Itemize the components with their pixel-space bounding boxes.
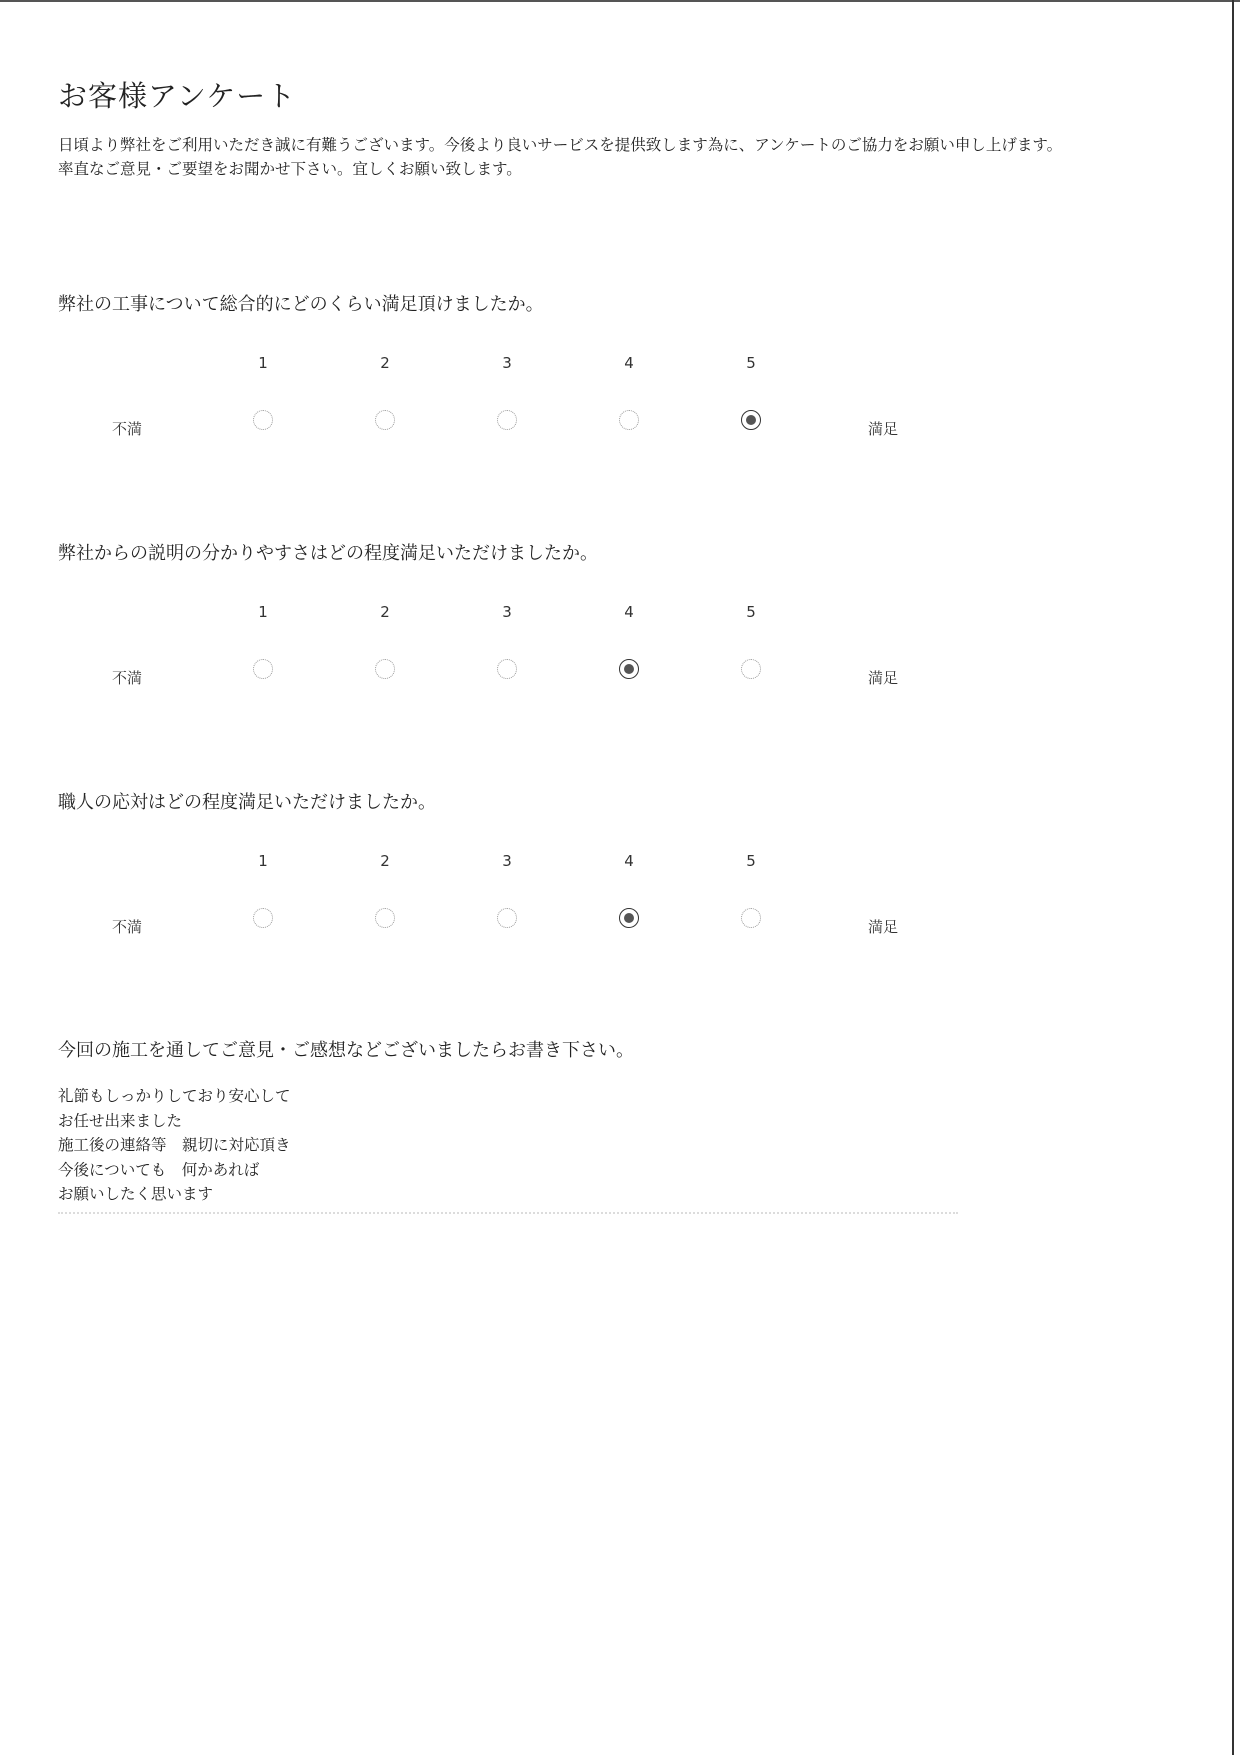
scan-edge-top [0, 0, 1240, 2]
scale-number-2: 2 [380, 354, 390, 372]
radio-option-4[interactable] [619, 659, 639, 679]
scale-number-4: 4 [624, 354, 634, 372]
scale-number-5: 5 [746, 603, 756, 621]
scale-number-4: 4 [624, 852, 634, 870]
intro-line: 日頃より弊社をご利用いただき誠に有難うございます。今後より良いサービスを提供致します為に、アンケートのご協力をお願い申し上げます。 [58, 136, 1063, 154]
comment-line: 礼節もしっかりしており安心して [58, 1087, 291, 1105]
scale-number-1: 1 [258, 354, 268, 372]
scale-number-3: 3 [502, 603, 512, 621]
comment-line: お任せ出来ました [58, 1111, 183, 1130]
radio-option-4[interactable] [619, 908, 639, 928]
high-label: 満足 [868, 669, 899, 687]
question-text: 弊社からの説明の分かりやすさはどの程度満足いただけましたか。 [58, 543, 598, 564]
intro-text [58, 133, 1168, 181]
radio-option-5[interactable] [741, 659, 761, 679]
intro-line: 率直なご意見・ご要望をお聞かせ下さい。宜しくお願い致します。 [58, 160, 522, 178]
high-label: 満足 [868, 918, 899, 936]
scale-number-3: 3 [502, 852, 512, 870]
low-label: 不満 [112, 918, 143, 936]
question-text: 職人の応対はどの程度満足いただけましたか。 [58, 792, 436, 813]
scale-number-4: 4 [624, 603, 634, 621]
comment-line: お願いしたく思います [58, 1185, 214, 1203]
comment-line: 施工後の連絡等 親切に対応頂き [58, 1136, 291, 1154]
scan-artifact-line [58, 1212, 958, 1214]
radio-option-3[interactable] [497, 410, 517, 430]
scale-number-1: 1 [258, 852, 268, 870]
scale-number-1: 1 [258, 603, 268, 621]
radio-option-2[interactable] [375, 659, 395, 679]
radio-option-1[interactable] [253, 908, 273, 928]
scale-number-2: 2 [380, 603, 390, 621]
comment-prompt: 今回の施工を通してご意見・ご感想などございましたらお書き下さい。 [58, 1040, 634, 1061]
low-label: 不満 [112, 420, 143, 438]
radio-option-2[interactable] [375, 908, 395, 928]
radio-option-1[interactable] [253, 410, 273, 430]
radio-option-5[interactable] [741, 410, 761, 430]
page-title: お客様アンケート [58, 79, 297, 113]
comment-line: 今後についても 何かあれば [58, 1160, 260, 1179]
comment-answer [58, 1084, 291, 1207]
low-label: 不満 [112, 669, 143, 687]
scale-number-3: 3 [502, 354, 512, 372]
radio-option-4[interactable] [619, 410, 639, 430]
scale-number-5: 5 [746, 852, 756, 870]
radio-option-1[interactable] [253, 659, 273, 679]
radio-option-2[interactable] [375, 410, 395, 430]
high-label: 満足 [868, 420, 899, 438]
radio-option-3[interactable] [497, 659, 517, 679]
radio-option-3[interactable] [497, 908, 517, 928]
radio-option-5[interactable] [741, 908, 761, 928]
scale-number-2: 2 [380, 852, 390, 870]
question-text: 弊社の工事について総合的にどのくらい満足頂けましたか。 [58, 294, 544, 315]
scale-number-5: 5 [746, 354, 756, 372]
scan-edge-right [1232, 0, 1234, 1755]
